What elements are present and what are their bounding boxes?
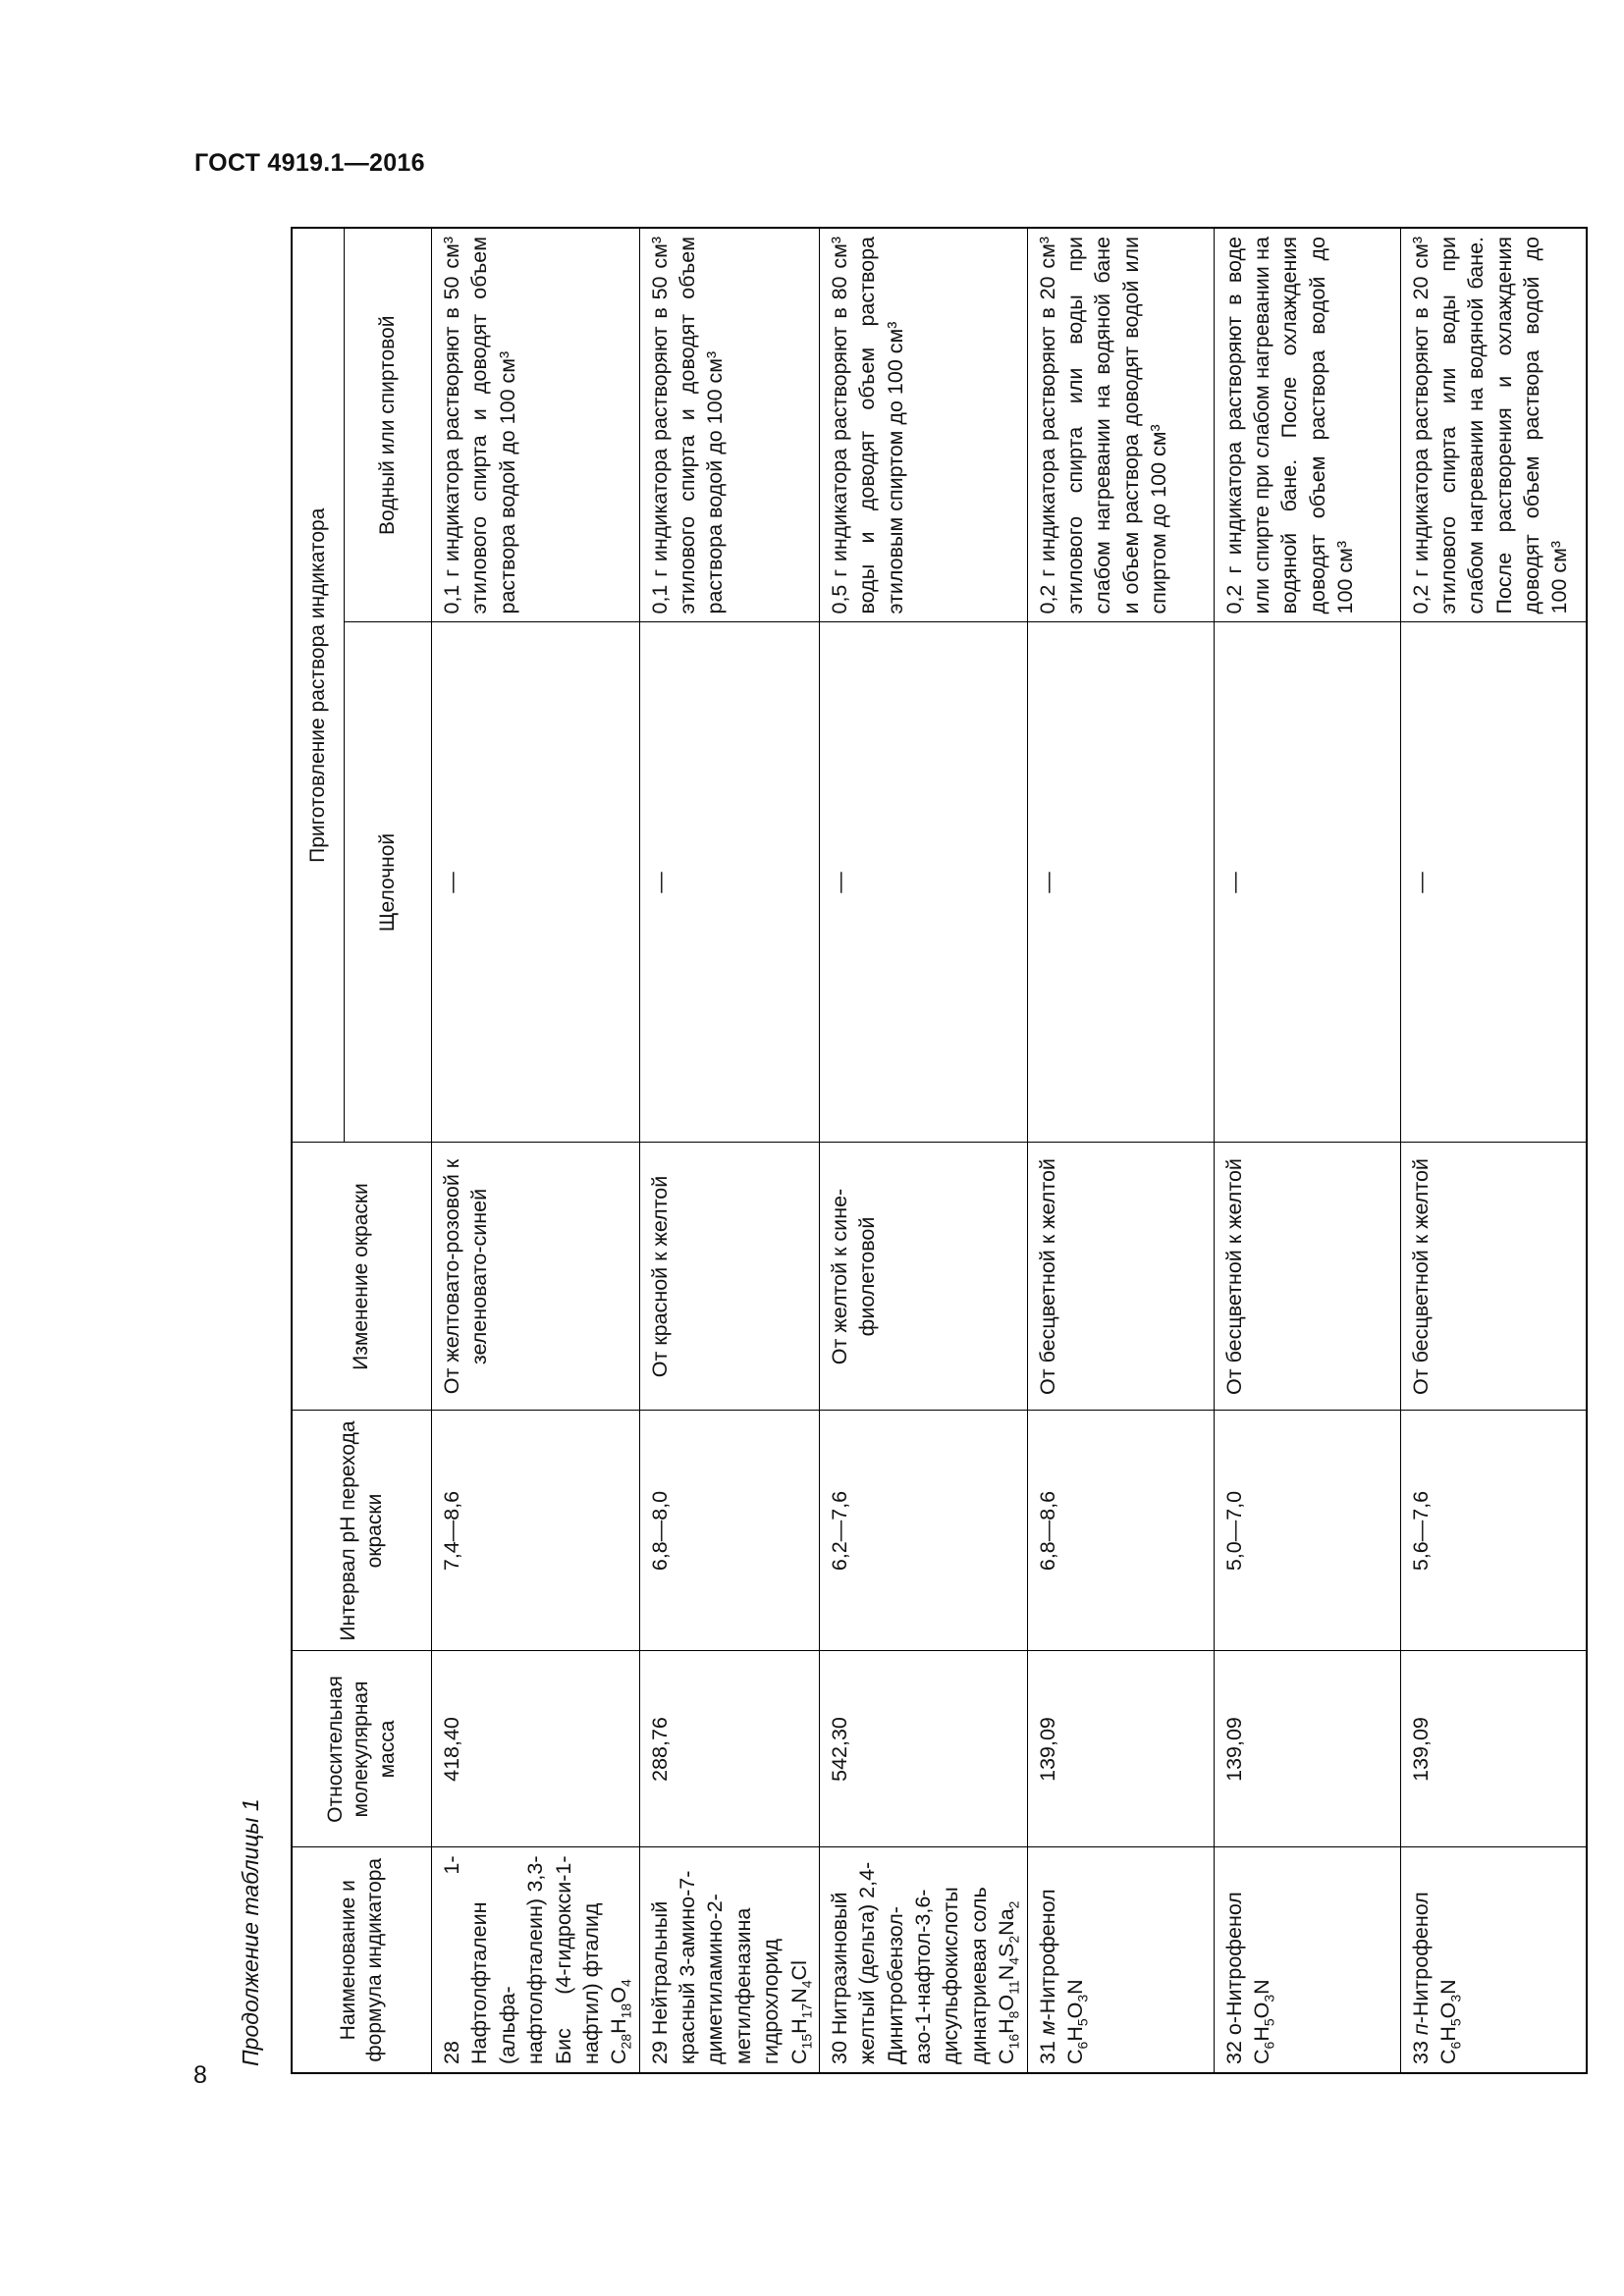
cell-color: От бесцветной к желтой — [1214, 1143, 1400, 1411]
indicator-name: 30 Нитразиновый желтый (дельта) 2,4-Динитробензол-азо-1-нафтол-3,6-дисульфокислоты динатриевая соль — [827, 1861, 991, 2064]
cell-interval: 5,6—7,6 — [1400, 1411, 1587, 1651]
cell-mass: 418,40 — [432, 1651, 640, 1847]
cell-aqueous: 0,2 г индикатора растворяют в воде или спирте при слабом нагревании на водяной бане. После охлаждения доводят объем раствора водой до 100 см³ — [1214, 228, 1400, 622]
indicator-name: 31 м-Нитрофенол — [1035, 1889, 1059, 2064]
cell-color: От красной к желтой — [639, 1143, 819, 1411]
cell-mass: 139,09 — [1400, 1651, 1587, 1847]
cell-interval: 5,0—7,0 — [1214, 1411, 1400, 1651]
cell-aqueous: 0,2 г индикатора растворяют в 20 см³ этилового спирта или воды при слабом нагревании на водяной бане и объем раствора доводят водой или спиртом до 100 см³ — [1027, 228, 1214, 622]
indicator-formula: $C_{15}H_{17}N_4Cl$ — [786, 1960, 814, 2064]
document-code: ГОСТ 4919.1—2016 — [194, 149, 425, 177]
indicator-formula: $C_{28}H_{18}O_4$ — [607, 1979, 634, 2064]
cell-alkaline: — — [432, 622, 640, 1143]
cell-color: От желтовато-розовой к зеленовато-синей — [432, 1143, 640, 1411]
cell-alkaline: — — [639, 622, 819, 1143]
cell-color: От бесцветной к желтой — [1027, 1143, 1214, 1411]
table-row — [639, 228, 819, 2073]
cell-name — [1214, 1847, 1400, 2073]
cell-name — [1027, 1847, 1214, 2073]
rotated-table-block — [230, 229, 1610, 2074]
col-header-alkaline: Щелочной — [345, 622, 432, 1143]
cell-alkaline: — — [1027, 622, 1214, 1143]
cell-alkaline: — — [1400, 622, 1587, 1143]
cell-aqueous: 0,1 г индикатора растворяют в 50 см³ этилового спирта и доводят объем раствора водой до 100 см³ — [432, 228, 640, 622]
indicator-formula: $C_6H_5O_3N$ — [1435, 1979, 1464, 2064]
cell-mass: 542,30 — [819, 1651, 1027, 1847]
table-row — [432, 228, 640, 2073]
cell-name — [819, 1847, 1027, 2073]
table-header-row — [292, 228, 345, 2073]
indicator-name: 33 п-Нитрофенол — [1408, 1892, 1433, 2064]
indicator-formula: $C_6H_5O_3N$ — [1249, 1979, 1277, 2064]
col-header-interval: Интервал pH перехода окраски — [292, 1411, 432, 1651]
cell-color: От желтой к сине-фиолетовой — [819, 1143, 1027, 1411]
cell-name — [639, 1847, 819, 2073]
col-header-name: Наименование и формула индикатора — [292, 1847, 432, 2073]
cell-name — [1400, 1847, 1587, 2073]
table-row — [819, 228, 1027, 2073]
cell-mass: 139,09 — [1027, 1651, 1214, 1847]
page-number: 8 — [193, 2061, 207, 2089]
col-header-aqueous: Водный или спиртовой — [345, 228, 432, 622]
cell-mass: 288,76 — [639, 1651, 819, 1847]
cell-name — [432, 1847, 640, 2073]
cell-aqueous: 0,1 г индикатора растворяют в 50 см³ этилового спирта и доводят объем раствора водой до 100 см³ — [639, 228, 819, 622]
cell-interval: 6,8—8,0 — [639, 1411, 819, 1651]
indicator-formula: $C_6H_5O_3N$ — [1062, 1979, 1091, 2064]
indicator-table — [291, 227, 1588, 2074]
table-caption: Продолжение таблицы 1 — [238, 1798, 263, 2066]
indicator-name: 29 Нейтральный красный 3-амино-7-диметиламино-2-метилфеназина гидрохлорид — [647, 1870, 784, 2064]
indicator-name: 32 о-Нитрофенол — [1221, 1892, 1246, 2064]
cell-alkaline: — — [1214, 622, 1400, 1143]
table-row — [1027, 228, 1214, 2073]
cell-aqueous: 0,2 г индикатора растворяют в 20 см³ этилового спирта или воды при слабом нагревании на водяной бане. После растворения и охлаждения доводят объем раствора водой до 100 см³ — [1400, 228, 1587, 622]
indicator-name: 28 1-Нафтолфталеин (альфа-нафтолфталеин) 3,3-Бис (4-гидрокси-1-нафтил) фталид — [440, 1855, 603, 2064]
cell-mass: 139,09 — [1214, 1651, 1400, 1847]
cell-interval: 7,4—8,6 — [432, 1411, 640, 1651]
col-header-prep: Приготовление раствора индикатора — [292, 228, 345, 1143]
cell-interval: 6,2—7,6 — [819, 1411, 1027, 1651]
indicator-formula: $C_{16}H_8O_{11}N_4S_2Na_2$ — [995, 1900, 1022, 2064]
cell-color: От бесцветной к желтой — [1400, 1143, 1587, 1411]
cell-aqueous: 0,5 г индикатора растворяют в 80 см³ воды и доводят объем раствора этиловым спиртом до 100 см³ — [819, 228, 1027, 622]
cell-interval: 6,8—8,6 — [1027, 1411, 1214, 1651]
table-row — [1400, 228, 1587, 2073]
col-header-color: Изменение окраски — [292, 1143, 432, 1411]
table-row — [1214, 228, 1400, 2073]
cell-alkaline: — — [819, 622, 1027, 1143]
col-header-mass: Относительная молекулярная масса — [292, 1651, 432, 1847]
